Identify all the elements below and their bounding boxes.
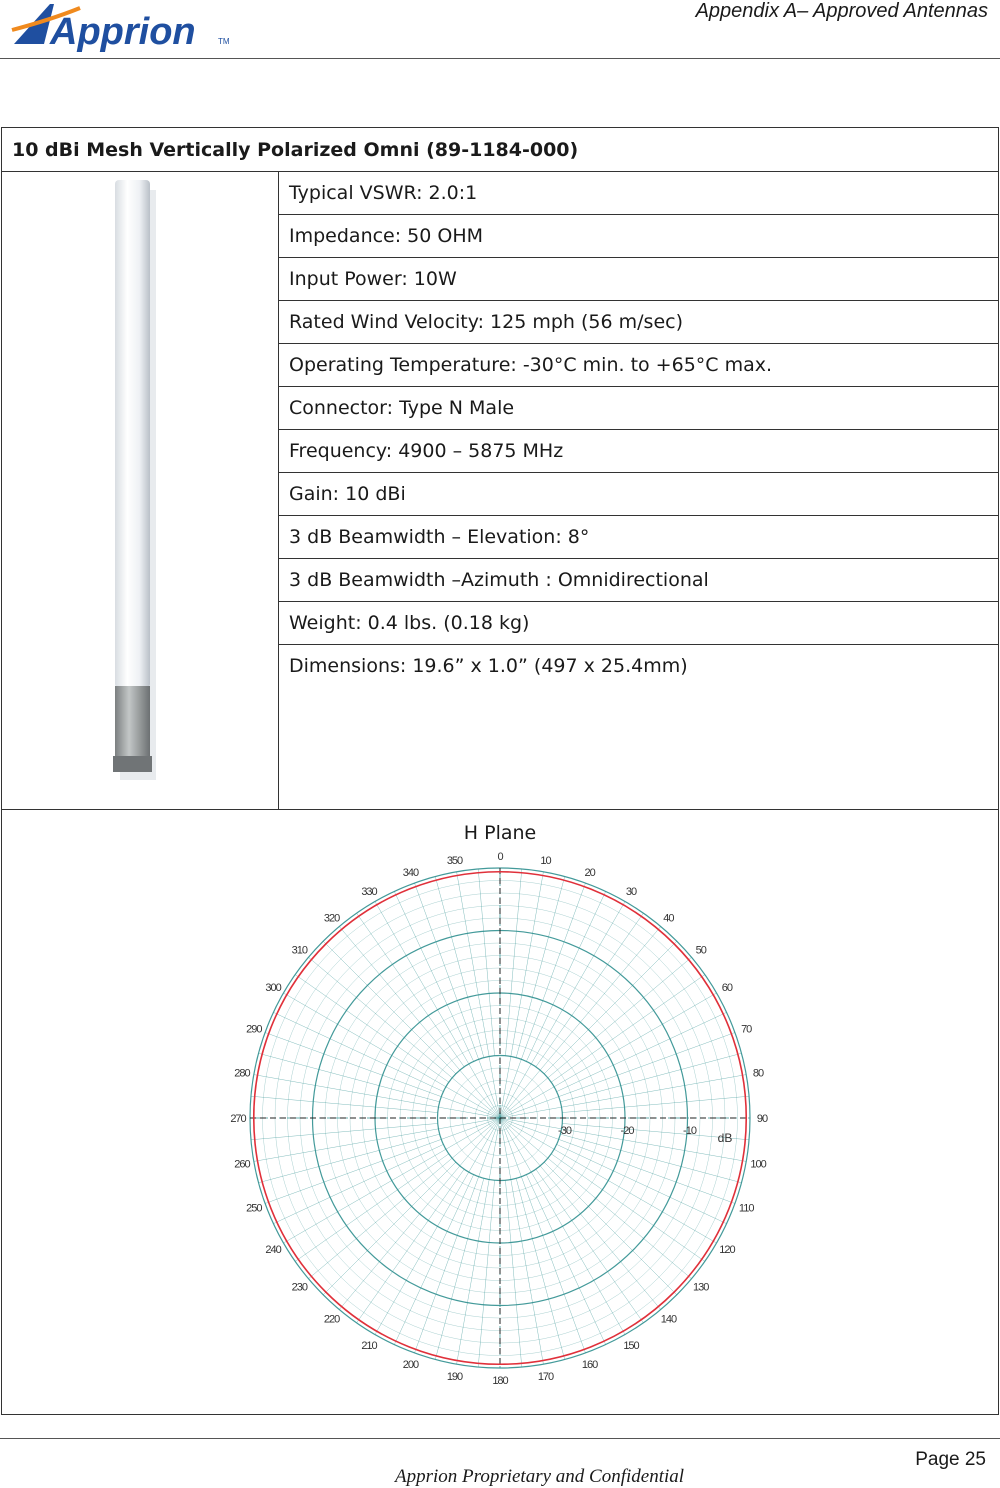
apprion-logo	[10, 0, 235, 56]
angle-label: 10	[540, 854, 551, 867]
radial-db-label: -10	[683, 1125, 696, 1137]
angle-label: 280	[234, 1067, 250, 1080]
grid-spoke	[254, 1075, 500, 1118]
antenna-base	[115, 686, 150, 756]
grid-spoke	[500, 1118, 543, 1364]
angle-label: 120	[719, 1244, 735, 1256]
spec-vswr: Typical VSWR: 2.0:1	[279, 172, 999, 215]
angle-label: 190	[446, 1371, 463, 1384]
angle-label: 240	[265, 1244, 281, 1256]
angle-label: 320	[323, 912, 340, 925]
angle-label: 80	[752, 1067, 764, 1080]
spec-weight: Weight: 0.4 lbs. (0.18 kg)	[279, 602, 999, 645]
grid-spoke	[259, 1053, 440, 1102]
footer-divider	[0, 1438, 1000, 1439]
db-unit-label: dB	[717, 1131, 733, 1145]
spec-gain: Gain: 10 dBi	[279, 473, 999, 516]
grid-spoke	[500, 993, 717, 1118]
antenna-connector	[113, 756, 152, 772]
angle-label: 150	[623, 1339, 639, 1352]
angle-label: 290	[246, 1023, 262, 1036]
antenna-spec-table	[1, 127, 999, 1415]
grid-spoke	[259, 1134, 440, 1183]
page-number: Page 25	[915, 1449, 986, 1470]
angle-label: 210	[361, 1339, 377, 1352]
angle-label: 200	[402, 1359, 419, 1372]
grid-spoke	[251, 1123, 438, 1139]
grid-spoke	[562, 1096, 749, 1112]
grid-spoke	[323, 941, 456, 1074]
angle-label: 90	[756, 1113, 768, 1125]
grid-spoke	[435, 1178, 484, 1359]
radial-db-label: -20	[620, 1125, 634, 1137]
page-header	[0, 0, 1000, 59]
radial-db-label: -30	[558, 1125, 571, 1137]
angle-label: 350	[446, 854, 463, 867]
angle-label: 330	[361, 886, 377, 899]
angle-label: 130	[693, 1281, 709, 1294]
grid-spoke	[544, 1162, 677, 1295]
antenna-image-cell	[2, 172, 279, 810]
grid-spoke	[500, 1118, 625, 1335]
angle-label: 160	[581, 1359, 598, 1372]
spec-connector: Connector: Type N Male	[279, 387, 999, 430]
grid-spoke	[516, 877, 565, 1058]
grid-spoke	[516, 1178, 565, 1359]
angle-label: 220	[323, 1313, 340, 1326]
angle-label: 40	[663, 912, 674, 925]
h-plane-polar-plot	[220, 850, 780, 1410]
grid-spoke	[295, 1154, 449, 1262]
grid-spoke	[551, 1154, 705, 1262]
antenna-title: 10 dBi Mesh Vertically Polarized Omni (89-1184-000)	[2, 128, 999, 172]
grid-spoke	[505, 869, 521, 1056]
angle-label: 140	[660, 1313, 677, 1326]
angle-label: 340	[402, 866, 419, 879]
spec-beamwidth-elevation: 3 dB Beamwidth – Elevation: 8°	[279, 516, 999, 559]
grid-spoke	[560, 1134, 741, 1183]
angle-label: 300	[265, 982, 281, 994]
h-plane-title: H Plane	[463, 822, 537, 844]
angle-label: 100	[750, 1158, 766, 1171]
angle-label: 20	[584, 866, 595, 879]
grid-spoke	[536, 1169, 644, 1323]
grid-spoke	[500, 901, 625, 1118]
angle-label: 170	[537, 1371, 554, 1384]
spec-dimensions: Dimensions: 19.6” x 1.0” (497 x 25.4mm)	[279, 645, 999, 810]
header-title: Appendix A– Approved Antennas	[695, 0, 988, 22]
grid-spoke	[295, 975, 449, 1083]
antenna-radome	[115, 180, 150, 688]
spec-input-power: Input Power: 10W	[279, 258, 999, 301]
angle-label: 230	[291, 1281, 307, 1294]
grid-spoke	[536, 913, 644, 1067]
angle-label: 270	[230, 1113, 246, 1125]
angle-label: 180	[492, 1375, 508, 1387]
grid-spoke	[375, 901, 500, 1118]
grid-spoke	[283, 993, 500, 1118]
grid-spoke	[283, 1118, 500, 1243]
logo-tm: TM	[218, 37, 230, 46]
logo-text: Apprion	[50, 11, 196, 53]
angle-label: 0	[497, 851, 503, 863]
grid-spoke	[505, 1180, 521, 1367]
grid-spoke	[544, 941, 677, 1074]
grid-spoke	[457, 872, 500, 1118]
spec-wind-velocity: Rated Wind Velocity: 125 mph (56 m/sec)	[279, 301, 999, 344]
angle-label: 250	[246, 1202, 262, 1215]
grid-spoke	[251, 1096, 438, 1112]
grid-spoke	[500, 872, 543, 1118]
grid-spoke	[375, 1118, 500, 1335]
footer-confidential: Apprion Proprietary and Confidential	[395, 1466, 685, 1487]
antenna-image	[2, 172, 278, 792]
grid-spoke	[478, 1180, 494, 1367]
grid-spoke	[457, 1118, 500, 1364]
grid-spoke	[435, 877, 484, 1058]
angle-label: 70	[741, 1023, 752, 1036]
grid-spoke	[357, 913, 465, 1067]
angle-label: 110	[738, 1202, 754, 1215]
grid-spoke	[500, 1075, 746, 1118]
spec-frequency: Frequency: 4900 – 5875 MHz	[279, 430, 999, 473]
spec-beamwidth-azimuth: 3 dB Beamwidth –Azimuth : Omnidirectional	[279, 559, 999, 602]
angle-label: 50	[695, 944, 706, 957]
angle-label: 310	[291, 944, 307, 957]
grid-spoke	[323, 1162, 456, 1295]
angle-label: 30	[625, 886, 637, 899]
angle-label: 260	[234, 1158, 250, 1171]
grid-spoke	[551, 975, 705, 1083]
h-plane-cell	[2, 810, 999, 1415]
grid-spoke	[254, 1118, 500, 1161]
grid-spoke	[478, 869, 494, 1056]
grid-spoke	[357, 1169, 465, 1323]
spec-impedance: Impedance: 50 OHM	[279, 215, 999, 258]
angle-label: 60	[721, 982, 733, 994]
spec-temperature: Operating Temperature: -30°C min. to +65°C max.	[279, 344, 999, 387]
grid-spoke	[560, 1053, 741, 1102]
